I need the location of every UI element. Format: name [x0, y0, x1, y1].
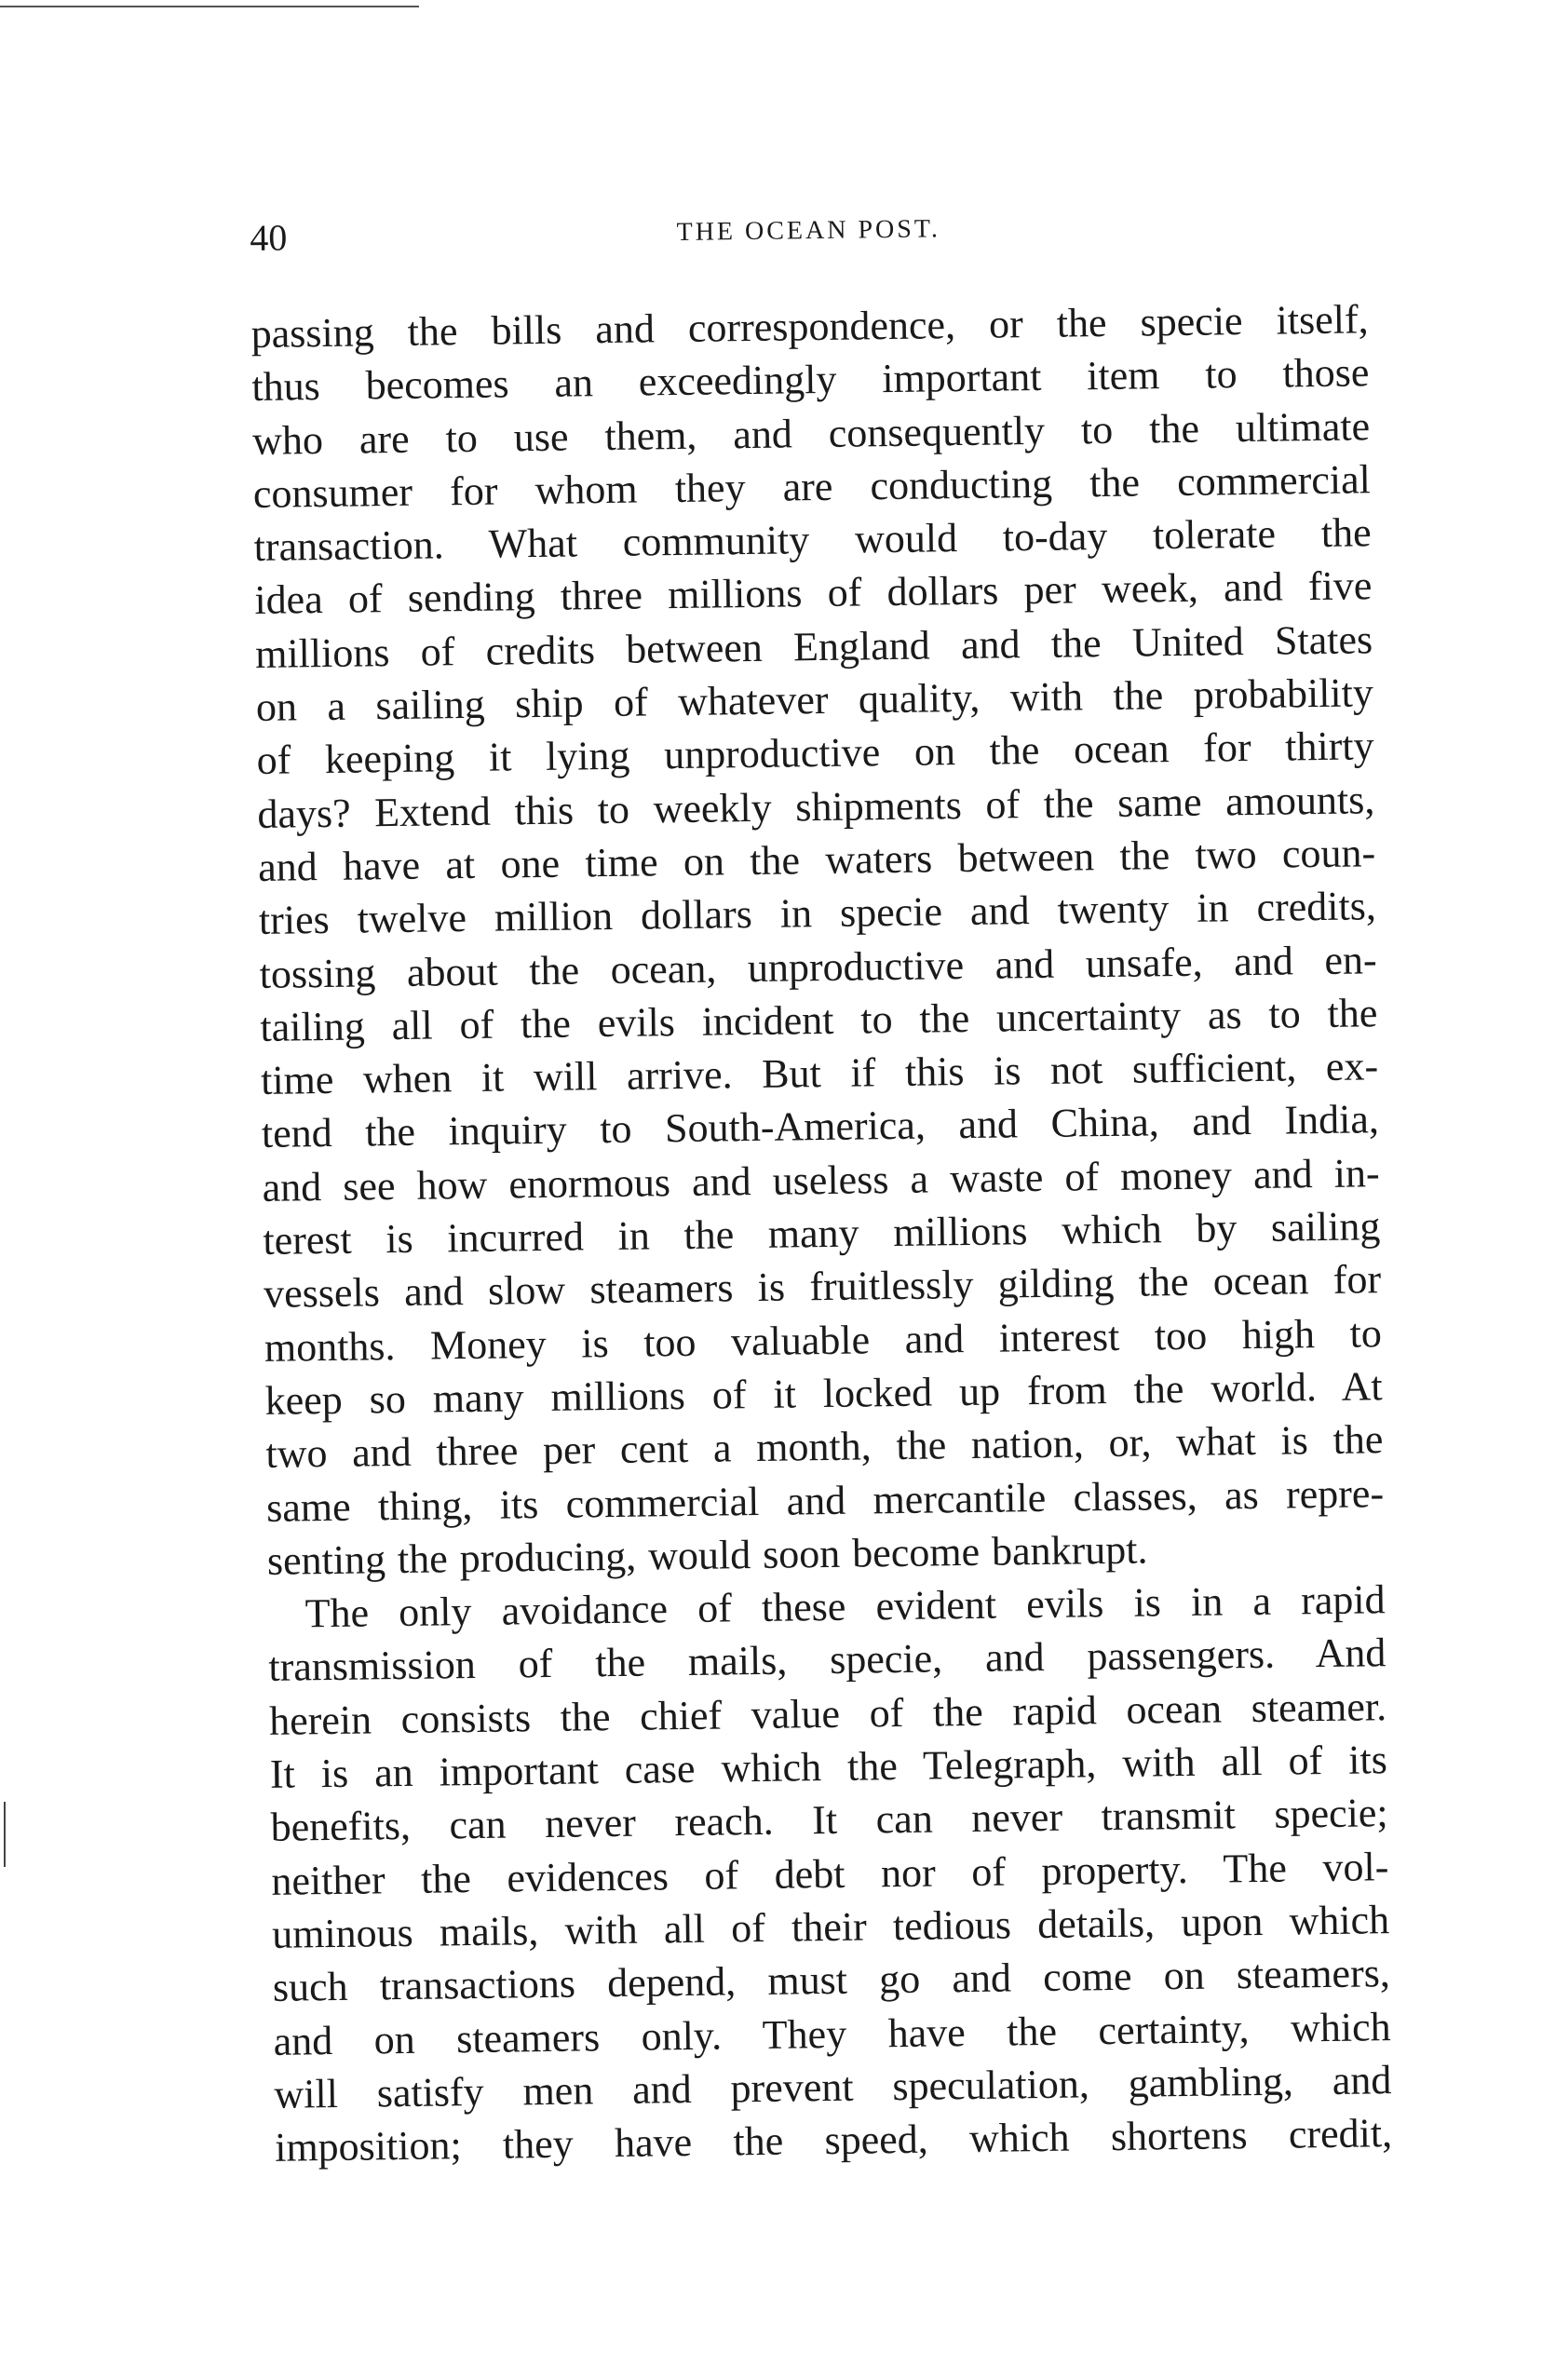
text-line: passing the bills and correspondence, or the specie itself, [250, 296, 1369, 357]
text-line: herein consists the chief value of the rapid ocean steamer. [268, 1683, 1387, 1744]
text-line: terest is incurred in the many millions which by sailing [263, 1203, 1381, 1264]
top-rule-line [0, 6, 419, 7]
text-line: uminous mails, with all of their tedious details, upon which [271, 1897, 1390, 1957]
text-line: of keeping it lying unproductive on the ocean for thirty [256, 723, 1374, 784]
text-line: who are to use them, and consequently to the ultimate [251, 402, 1371, 464]
text-line: senting the producing, would soon become bankrupt. [266, 1526, 1148, 1584]
book-page [250, 201, 1392, 2174]
text-line: neither the evidences of debt nor of property. The vol- [271, 1843, 1389, 1904]
text-line: months. Money is too valuable and interest too high to [264, 1309, 1383, 1371]
text-line: and have at one time on the waters between the two coun- [257, 830, 1376, 890]
text-line: It is an important case which the Telegraph, with all of its [269, 1737, 1388, 1797]
text-line: transmission of the mails, specie, and passengers. And [268, 1629, 1386, 1691]
text-line: consumer for whom they are conducting the commercial [252, 456, 1372, 517]
text-line: tailing all of the evils incident to the uncertainty as to the [260, 990, 1378, 1050]
running-title: THE OCEAN POST. [676, 214, 941, 247]
text-line: idea of sending three millions of dollars per week, and five [254, 562, 1373, 624]
page-number: 40 [250, 216, 288, 259]
text-line: two and three per cent a month, the nation, or, what is the [265, 1416, 1384, 1478]
text-line: tries twelve million dollars in specie and twenty in credits, [258, 883, 1377, 944]
text-line: tend the inquiry to South-America, and China, and India, [261, 1096, 1380, 1157]
text-line: transaction. What community would to-day tolerate the [253, 509, 1372, 571]
text-line: imposition; they have the speed, which shortens credit, [274, 2110, 1393, 2170]
text-line: tossing about the ocean, unproductive and unsafe, and en- [259, 936, 1377, 997]
text-line: benefits, can never reach. It can never transmit specie; [270, 1790, 1388, 1851]
text-line: vessels and slow steamers is fruitlessly gilding the ocean for [263, 1256, 1382, 1318]
text-line: and see how enormous and useless a waste of money and in- [262, 1149, 1380, 1210]
text-line: The only avoidance of these evident evils is in a rapid [304, 1576, 1386, 1637]
text-line: will satisfy men and prevent speculation, gambling, and [274, 2056, 1392, 2117]
text-line: thus becomes an exceedingly important item to those [251, 349, 1370, 411]
text-line: time when it will arrive. But if this is not sufficient, ex- [260, 1043, 1379, 1104]
text-line: millions of credits between England and the United States [254, 616, 1373, 677]
page-header [250, 201, 1368, 272]
text-line: on a sailing ship of whatever quality, with the probability [255, 669, 1374, 731]
scan-edge-mark [4, 1802, 6, 1867]
text-line: keep so many millions of it locked up from the world. At [264, 1363, 1383, 1424]
text-line: and on steamers only. They have the certainty, which [273, 2003, 1391, 2064]
text-line: same thing, its commercial and mercantile classes, as repre- [265, 1469, 1385, 1531]
text-line: such transactions depend, must go and come on steamers, [272, 1950, 1391, 2011]
text-line: days? Extend this to weekly shipments of the same amounts, [257, 776, 1375, 837]
body-text [250, 292, 1392, 2174]
